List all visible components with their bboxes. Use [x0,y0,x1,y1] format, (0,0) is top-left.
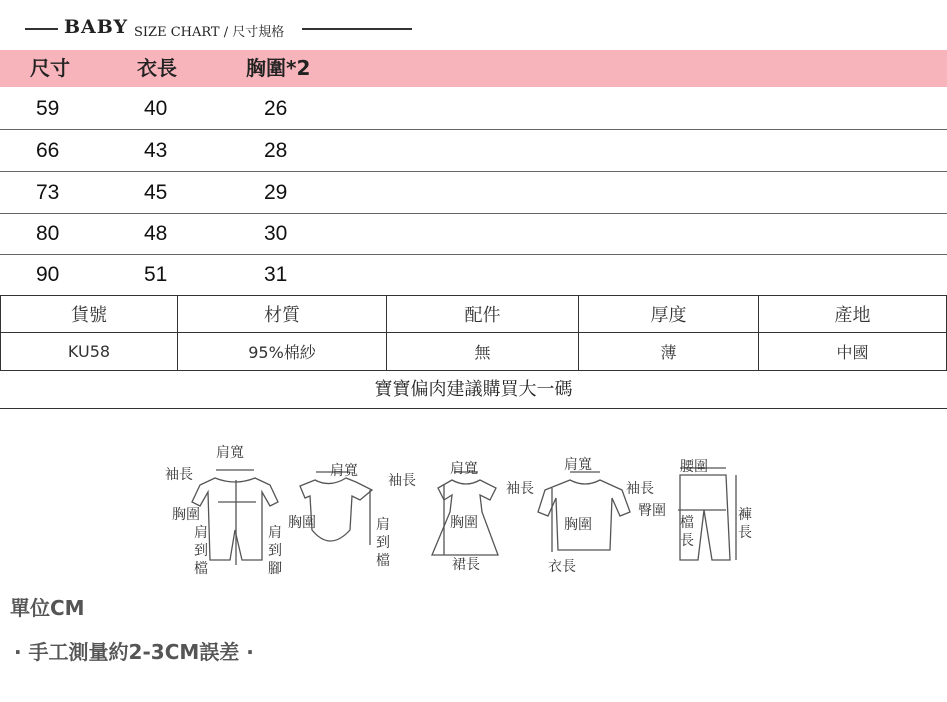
spec-header-thickness: 厚度 [579,296,759,333]
cell-chest: 31 [264,263,288,286]
cell-length: 40 [144,97,168,120]
spec-header-accessory: 配件 [387,296,579,333]
label-garment-length: 衣長 [548,559,576,575]
label-chest-1: 胸圍 [172,507,200,523]
cell-length: 43 [144,139,168,162]
header-baby: BABY [64,16,129,38]
label-pants-length: 褲長 [738,507,752,541]
unit-label: 單位CM [10,596,85,620]
label-crotch-length: 檔長 [680,515,694,549]
cell-length: 45 [144,181,168,204]
label-shoulder-crotch-1: 肩到檔 [194,525,208,577]
label-hip: 臀圍 [638,503,666,519]
label-chest-3: 胸圍 [450,515,478,531]
spec-accessory: 無 [387,333,579,371]
header-rule-right [302,28,412,30]
table-row [0,213,947,255]
tolerance-note: · 手工測量約2-3CM誤差 · [14,640,254,664]
label-shoulder-1: 肩寬 [216,445,244,461]
spec-table [0,295,947,371]
cell-chest: 29 [264,181,288,204]
label-shoulder-3: 肩寬 [450,461,478,477]
label-shoulder-foot: 肩到腳 [268,525,282,577]
cell-size: 90 [36,263,60,286]
cell-chest: 26 [264,97,288,120]
table-row [0,254,947,295]
cell-chest: 28 [264,139,288,162]
label-shoulder-2: 肩寬 [330,463,358,479]
cell-size: 66 [36,139,60,162]
spec-material: 95%棉紗 [178,333,387,371]
col-size: 尺寸 [30,56,70,80]
header-rule-left [25,28,58,30]
spec-header-material: 材質 [178,296,387,333]
spec-header-item-no: 貨號 [1,296,178,333]
cell-length: 48 [144,222,168,245]
measurement-diagrams [160,440,760,590]
table-row [0,130,947,172]
label-shoulder-crotch-2: 肩到檔 [376,517,390,569]
cell-size: 59 [36,97,60,120]
spec-thickness: 薄 [579,333,759,371]
label-skirt-length: 裙長 [452,557,480,573]
label-waist: 腰圍 [680,459,708,475]
cell-chest: 30 [264,222,288,245]
size-advice: 寶寶偏肉建議購買大一碼 [0,371,947,409]
label-sleeve-4: 袖長 [626,481,654,497]
table-row [0,88,947,130]
spec-origin: 中國 [759,333,947,371]
cell-size: 80 [36,222,60,245]
header-subtitle: SIZE CHART / 尺寸規格 [134,25,285,40]
label-sleeve-3: 袖長 [506,481,534,497]
label-chest-2: 胸圍 [288,515,316,531]
label-sleeve-1: 袖長 [165,467,193,483]
table-row [0,172,947,214]
spec-header-origin: 產地 [759,296,947,333]
spec-item-no: KU58 [1,333,178,371]
label-chest-4: 胸圍 [564,517,592,533]
cell-size: 73 [36,181,60,204]
col-chest: 胸圍*2 [246,56,311,80]
size-table-header [0,50,947,87]
label-shoulder-4: 肩寬 [564,457,592,473]
cell-length: 51 [144,263,168,286]
chart-header [0,12,947,48]
col-length: 衣長 [137,56,177,80]
label-sleeve-2: 袖長 [388,473,416,489]
